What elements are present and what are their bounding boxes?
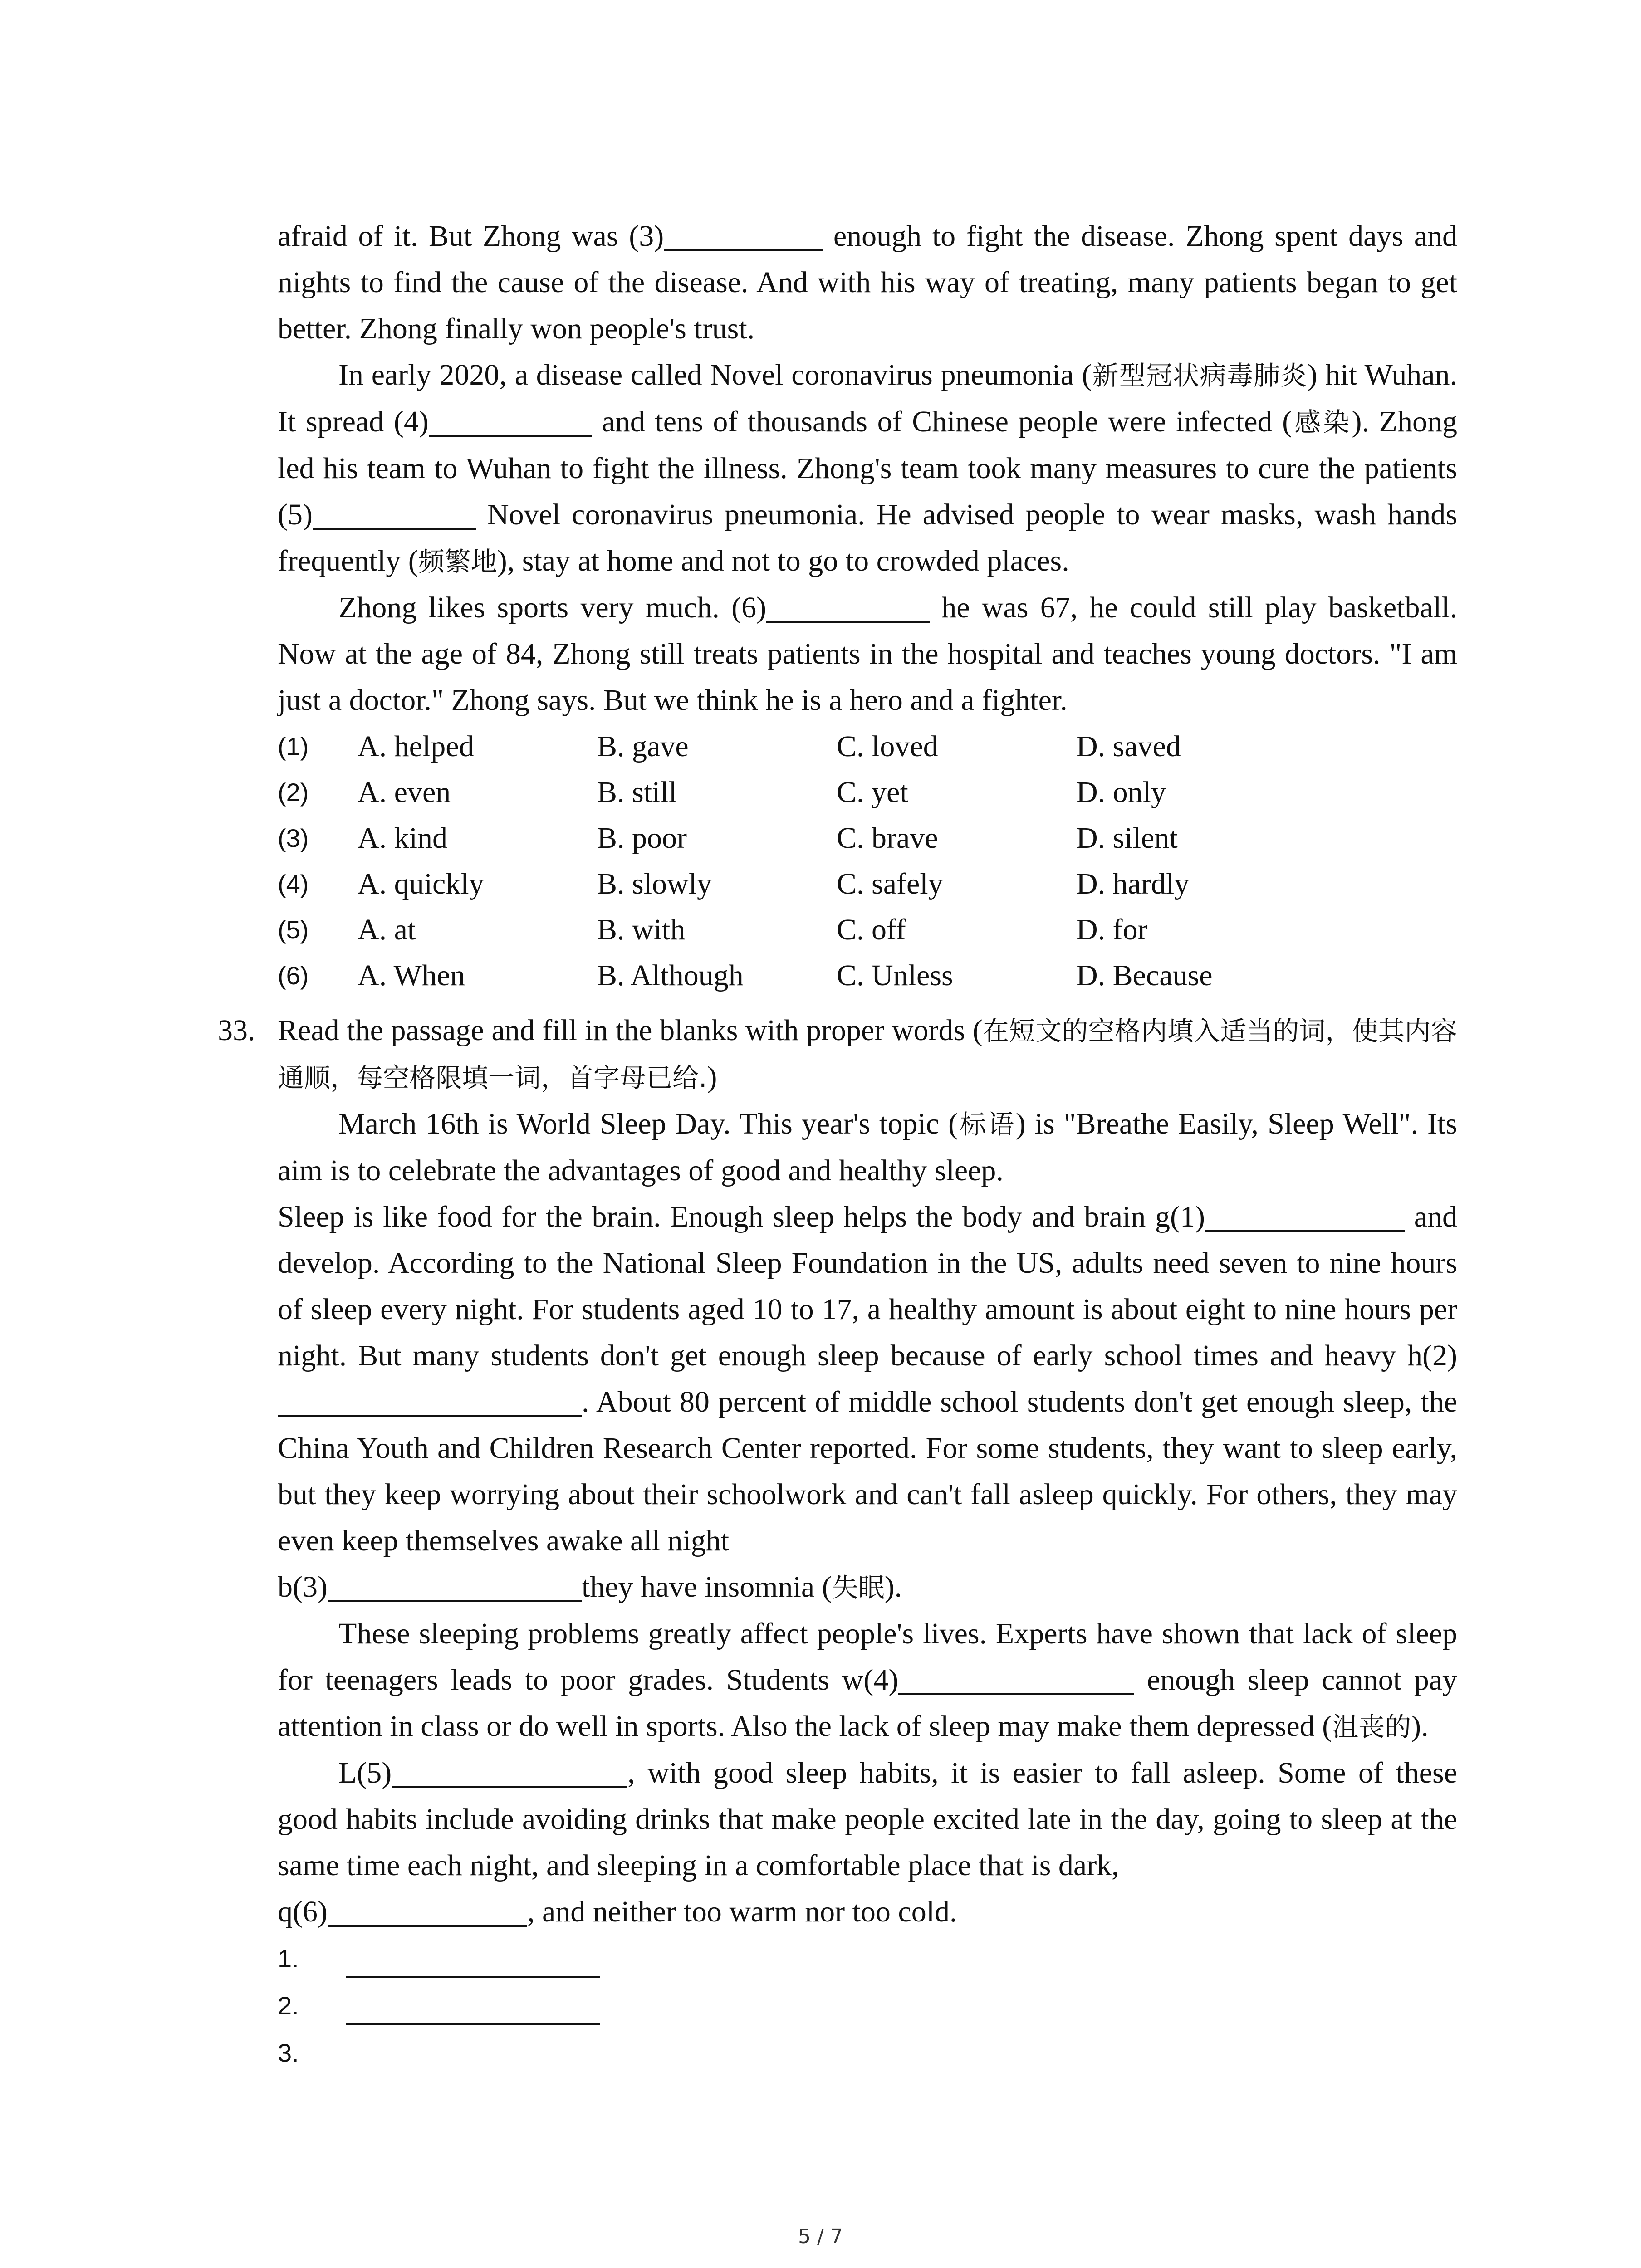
text: These sleeping problems greatly affect people's lives. Experts have shown that lack of sleep for teenagers leads to poor grades. Students w(4)	[278, 1617, 1457, 1696]
answer-area	[278, 1935, 1457, 2077]
blank-4	[898, 1662, 1134, 1695]
text: ), stay at home and not to go to crowded places.	[497, 544, 1069, 577]
text: Zhong likes sports very much. (6)	[338, 591, 767, 624]
option-a[interactable]: A. helped	[358, 729, 474, 763]
text: . About 80 percent of middle school students don't get enough sleep, the China Youth and Children Research Center reported. For some students, they want to sleep early, but they keep worrying about their schoolwork and can't fall asleep quickly. For others, they may even keep themselves awake all night	[278, 1385, 1457, 1557]
option-d[interactable]: D. hardly	[1076, 867, 1190, 900]
option-d[interactable]: D. for	[1076, 913, 1148, 946]
option-b[interactable]: B. still	[597, 775, 677, 809]
text: ). Zhong led his team to Wuhan to fight the illness. Zhong's team took many measures to cure the patients (5)	[278, 405, 1457, 531]
chinese-gloss: 失眠	[832, 1572, 885, 1603]
q33-paragraph-2	[278, 1194, 1457, 1611]
option-a[interactable]: A. When	[358, 958, 465, 992]
page-content	[218, 213, 1458, 2077]
option-c[interactable]: C. yet	[837, 775, 908, 809]
option-d[interactable]: D. Because	[1076, 958, 1213, 992]
text: Novel coronavirus pneumonia. He advised people to wear masks, wash hands frequently (	[278, 498, 1457, 577]
answer-row	[278, 1982, 1457, 2029]
blank-6	[328, 1893, 527, 1927]
option-number: (2)	[278, 777, 309, 807]
blank-3	[328, 1569, 582, 1602]
question-33	[218, 1007, 1458, 1935]
option-c[interactable]: C. loved	[837, 729, 938, 763]
text: Sleep is like food for the brain. Enough sleep helps the body and brain g(1)	[278, 1200, 1205, 1233]
text: Read the passage and fill in the blanks with proper words (	[278, 1014, 983, 1047]
q33-paragraph-3	[278, 1611, 1457, 1750]
text: March 16th is World Sleep Day. This year's topic (	[338, 1107, 959, 1140]
chinese-gloss: 沮丧的	[1332, 1711, 1411, 1742]
answer-line-2[interactable]	[346, 1996, 600, 2025]
option-number: (3)	[278, 823, 309, 852]
q33-paragraph-4	[278, 1750, 1457, 1935]
blank-1	[1205, 1198, 1405, 1232]
option-b[interactable]: B. poor	[597, 821, 687, 855]
text: , and neither too warm nor too cold.	[527, 1895, 957, 1928]
text: ) is "Breathe Easily, Sleep Well". Its aim is to celebrate the advantages of good and healthy sleep.	[278, 1107, 1457, 1187]
option-c[interactable]: C. Unless	[837, 958, 953, 992]
option-b[interactable]: B. slowly	[597, 867, 712, 900]
option-b[interactable]: B. gave	[597, 729, 689, 763]
option-d[interactable]: D. silent	[1076, 821, 1178, 855]
option-b[interactable]: B. Although	[597, 958, 744, 992]
passage-paragraph-1	[278, 213, 1457, 352]
option-b[interactable]: B. with	[597, 913, 686, 946]
text: )	[707, 1061, 717, 1094]
option-row	[278, 815, 1457, 861]
text: q(6)	[278, 1895, 328, 1928]
text: In early 2020, a disease called Novel coronavirus pneumonia (	[338, 358, 1092, 391]
option-row	[278, 907, 1457, 953]
option-a[interactable]: A. kind	[358, 821, 447, 855]
option-a[interactable]: A. at	[358, 913, 416, 946]
question-instruction	[278, 1007, 1457, 1101]
option-row	[278, 769, 1457, 815]
option-a[interactable]: A. even	[358, 775, 451, 809]
answer-line-1[interactable]	[346, 1949, 600, 1978]
text: and develop. According to the National Sleep Foundation in the US, adults need seven to nine hours of sleep every night. For students aged 10 to 17, a healthy amount is about eight to nine hours per night. But many students don't get enough sleep because of early school times and heavy h(2)	[278, 1200, 1458, 1372]
option-c[interactable]: C. brave	[837, 821, 938, 855]
option-c[interactable]: C. off	[837, 913, 906, 946]
option-number: (1)	[278, 732, 309, 761]
option-number: (6)	[278, 961, 309, 990]
page-number: 5 / 7	[798, 2225, 843, 2248]
text: ) hit Wuhan. It spread (4)	[278, 358, 1457, 438]
text: ).	[884, 1570, 902, 1603]
q33-paragraph-1	[278, 1101, 1457, 1194]
blank-3	[664, 218, 823, 251]
option-a[interactable]: A. quickly	[358, 867, 484, 900]
blank-5	[313, 496, 476, 530]
blank-6	[766, 589, 930, 623]
text: he was 67, he could still play basketball. Now at the age of 84, Zhong still treats patients in the hospital and teaches young doctors. "I am just a doctor." Zhong says. But we think he is a hero and a fighter.	[278, 591, 1457, 717]
option-row	[278, 723, 1457, 769]
text: and tens of thousands of Chinese people were infected (	[592, 405, 1293, 438]
answer-number: 2.	[278, 1991, 299, 2020]
chinese-gloss: 新型冠状病毒肺炎	[1092, 360, 1308, 391]
option-number: (4)	[278, 869, 309, 898]
option-row	[278, 953, 1457, 998]
text: enough sleep cannot pay attention in class or do well in sports. Also the lack of sleep may make them depressed (	[278, 1663, 1457, 1743]
answer-row	[278, 2029, 1457, 2077]
blank-5	[392, 1755, 627, 1788]
blank-4	[429, 403, 592, 437]
passage-paragraph-3	[278, 585, 1457, 723]
text: b(3)	[278, 1570, 328, 1603]
text: afraid of it. But Zhong was (3)	[278, 220, 664, 253]
blank-2	[278, 1383, 582, 1417]
answer-number: 1.	[278, 1944, 299, 1973]
chinese-instruction: 在短文的空格内填入适当的词，使其内容通顺，每空格限填一词，首字母已给.	[278, 1016, 1457, 1093]
option-d[interactable]: D. saved	[1076, 729, 1181, 763]
answer-number: 3.	[278, 2038, 299, 2067]
passage-paragraph-2	[278, 352, 1457, 585]
option-c[interactable]: C. safely	[837, 867, 943, 900]
text: ).	[1411, 1710, 1429, 1743]
chinese-gloss: 频繁地	[418, 546, 497, 577]
text: , with good sleep habits, it is easier to fall asleep. Some of these good habits include avoiding drinks that make people excited late in the day, going to sleep at the same time each night, and sleeping in a comfortable place that is dark,	[278, 1756, 1457, 1882]
text: L(5)	[338, 1756, 392, 1789]
options-list	[278, 723, 1457, 998]
question-number: 33.	[218, 1014, 255, 1047]
option-row	[278, 861, 1457, 907]
option-d[interactable]: D. only	[1076, 775, 1166, 809]
answer-row	[278, 1935, 1457, 1982]
option-number: (5)	[278, 915, 309, 944]
text: enough to fight the disease. Zhong spent days and nights to find the cause of the disease. And with his way of treating, many patients began to get better. Zhong finally won people's trust.	[278, 220, 1458, 345]
chinese-gloss: 感染	[1292, 407, 1352, 438]
text: they have insomnia (	[581, 1570, 832, 1603]
chinese-gloss: 标语	[958, 1109, 1016, 1140]
